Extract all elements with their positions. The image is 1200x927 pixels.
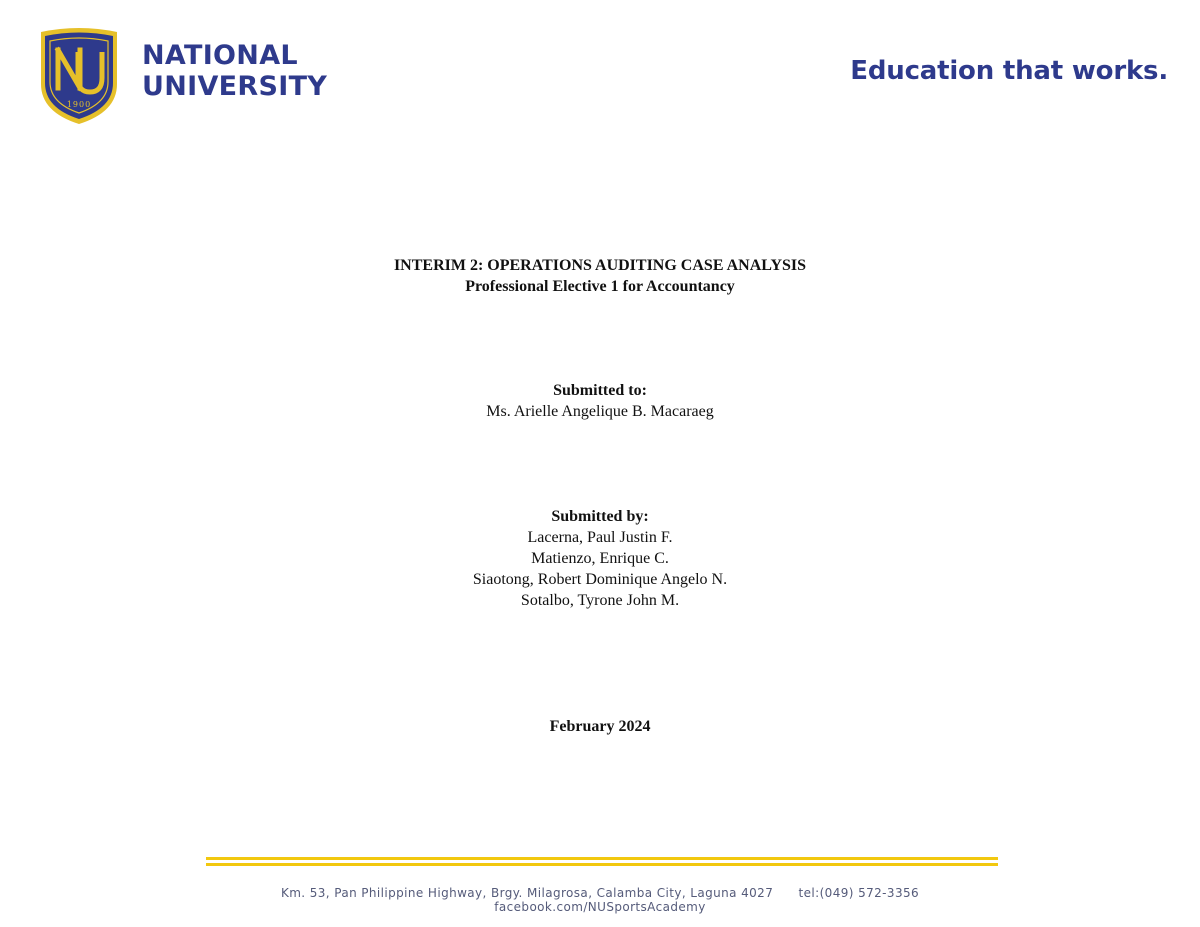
footer: [0, 886, 1200, 914]
title-block: [0, 255, 1200, 297]
footer-phone: tel:(049) 572-3356: [798, 886, 920, 900]
submitted-to-name: Ms. Arielle Angelique B. Macaraeg: [486, 403, 714, 420]
footer-divider: [206, 855, 998, 869]
submitter-name: Matienzo, Enrique C.: [531, 550, 669, 567]
submitter-name: Sotalbo, Tyrone John M.: [520, 592, 680, 609]
brand-line-2: UNIVERSITY: [142, 71, 328, 102]
submitted-by-label: Submitted by:: [551, 508, 649, 525]
nu-crest-icon: [36, 26, 122, 126]
university-logo: [36, 26, 336, 126]
tagline: Education that works.: [850, 56, 1168, 86]
footer-social: facebook.com/NUSportsAcademy: [494, 900, 706, 914]
submitter-name: Lacerna, Paul Justin F.: [527, 529, 673, 546]
footer-address: Km. 53, Pan Philippine Highway, Brgy. Milagrosa, Calamba City, Laguna 4027: [280, 886, 774, 900]
crest-year: 1900: [66, 100, 92, 109]
submitted-by-block: [0, 506, 1200, 611]
document-title: INTERIM 2: OPERATIONS AUDITING CASE ANALYSIS: [393, 257, 807, 274]
footer-address-row: [0, 886, 1200, 900]
submission-date: February 2024: [549, 718, 651, 735]
submitted-to-block: [0, 380, 1200, 422]
date-block: [0, 716, 1200, 737]
submitter-name: Siaotong, Robert Dominique Angelo N.: [472, 571, 728, 588]
document-subtitle: Professional Elective 1 for Accountancy: [465, 278, 735, 295]
submitted-to-label: Submitted to:: [553, 382, 647, 399]
university-name: [142, 40, 327, 102]
brand-line-1: NATIONAL: [142, 40, 298, 71]
